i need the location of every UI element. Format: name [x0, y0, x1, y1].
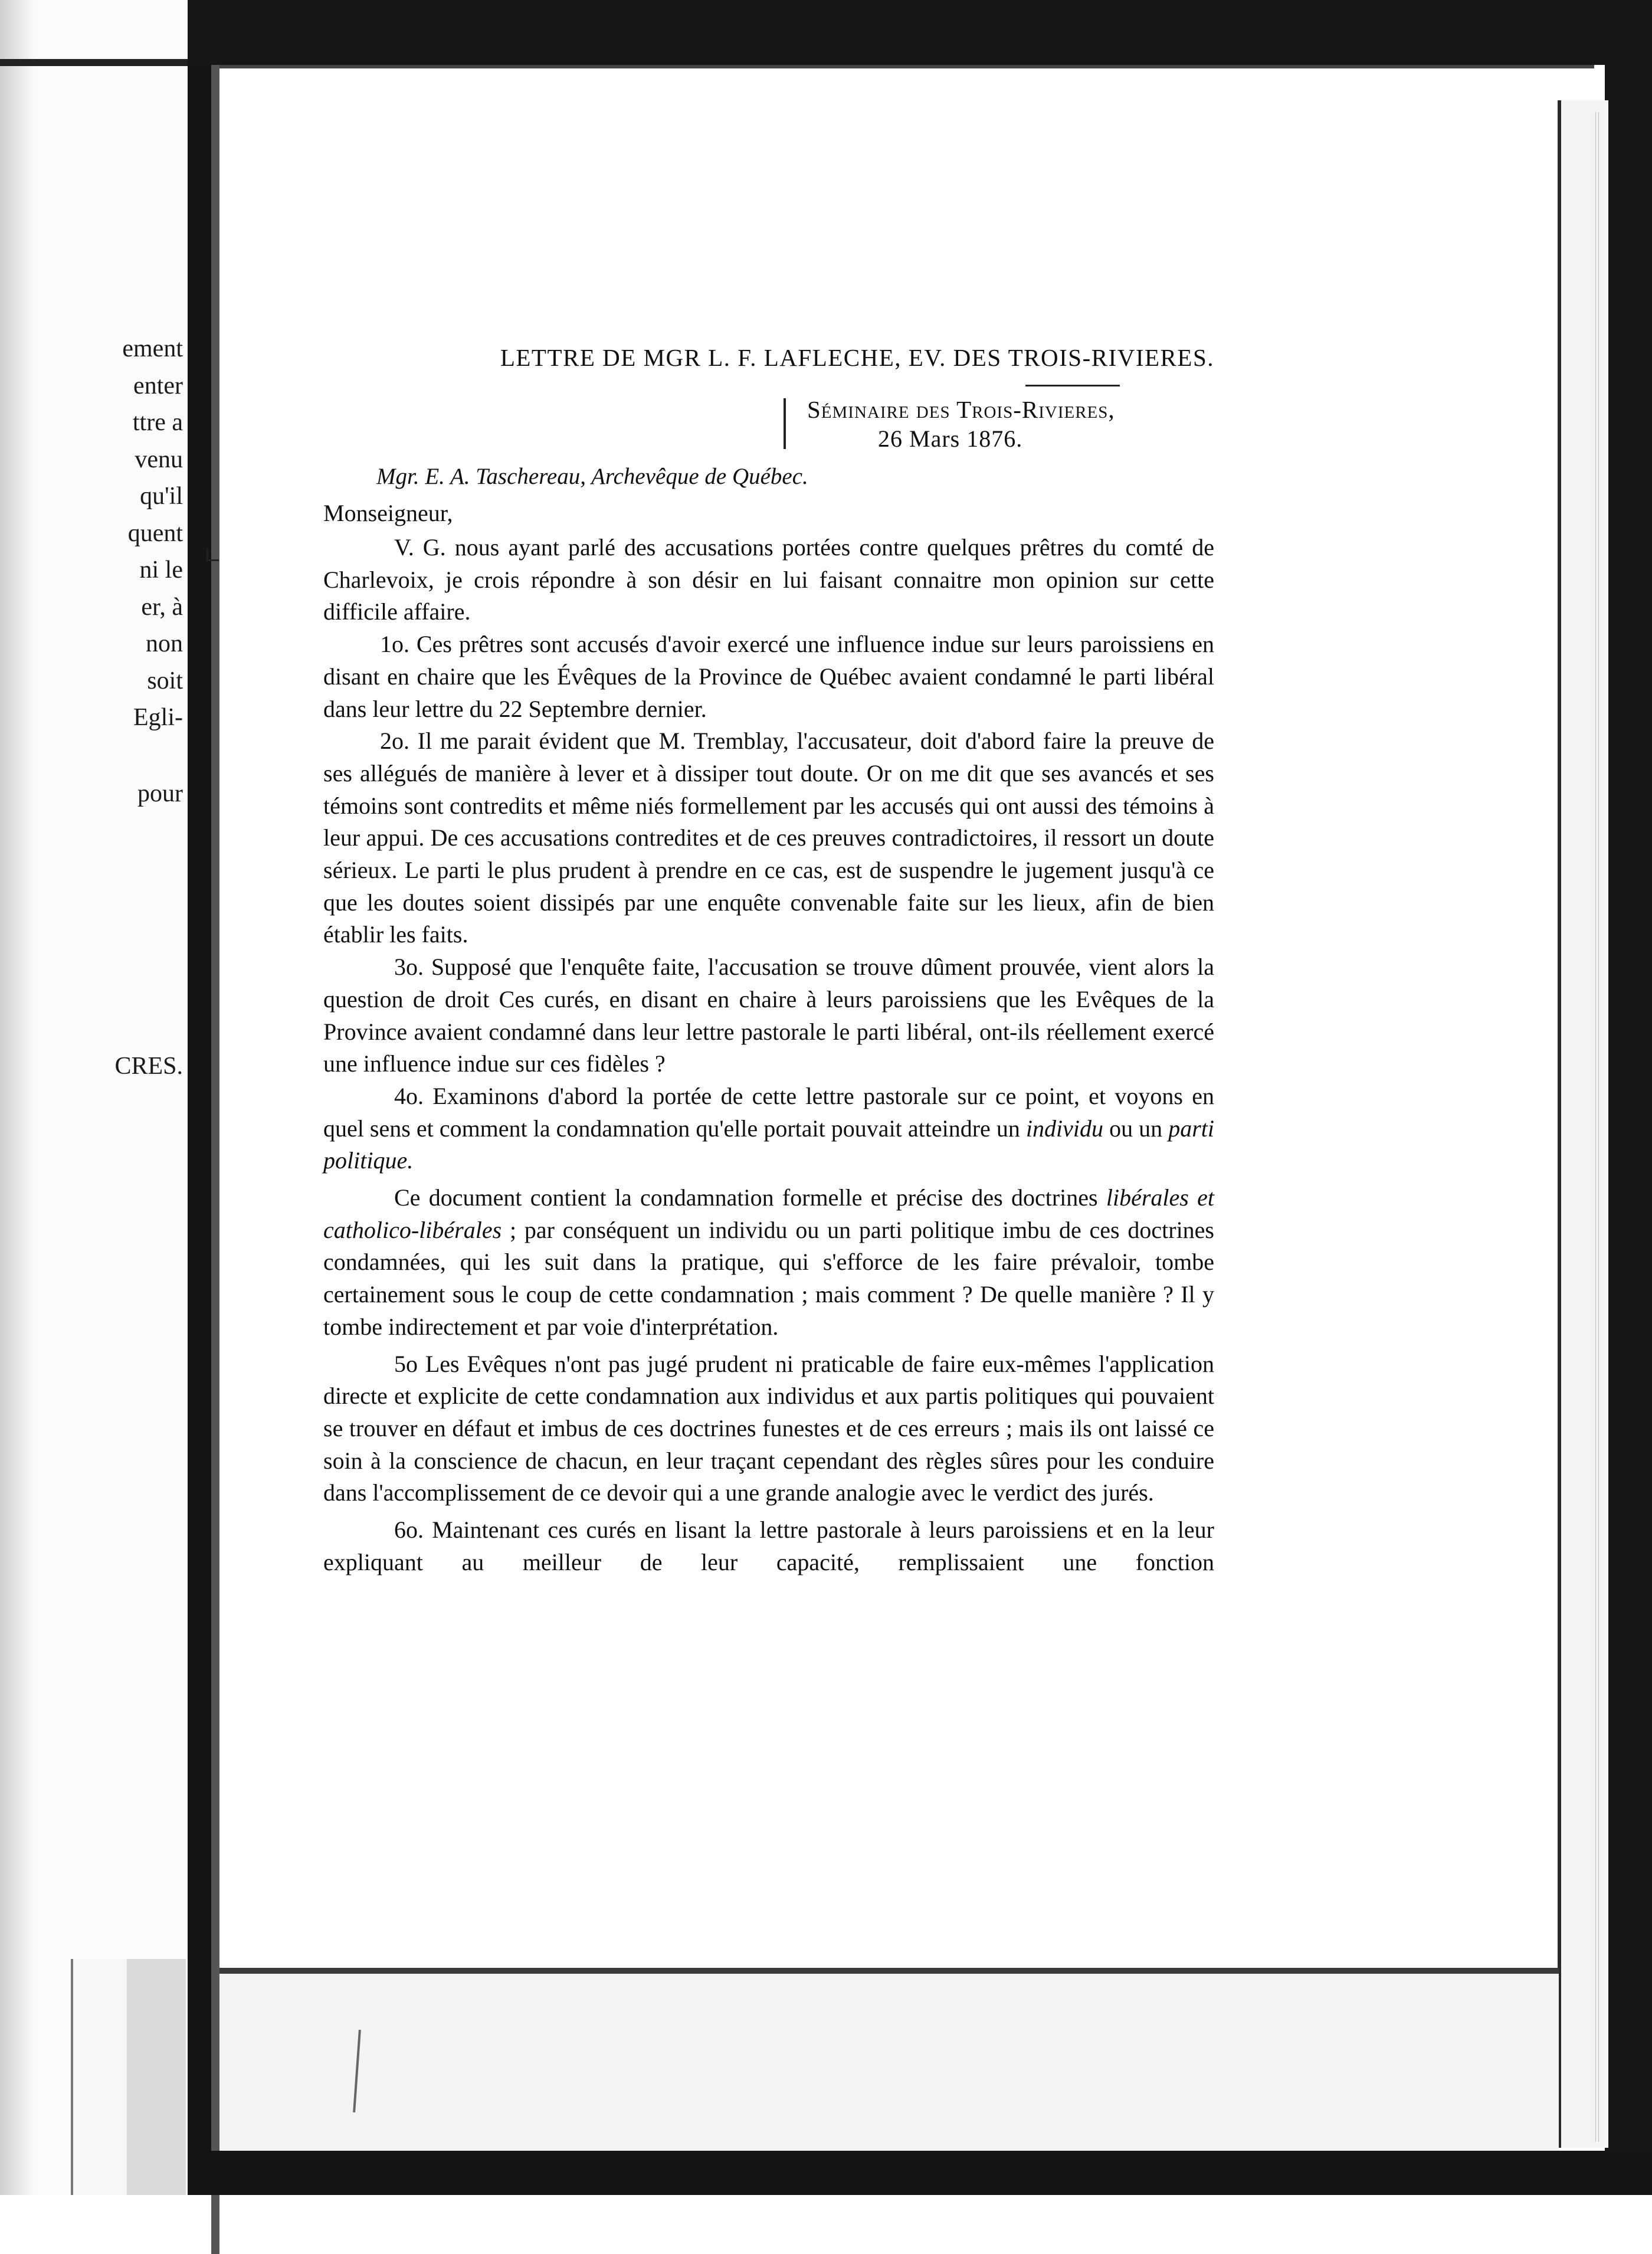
paragraph-document-text: ; par conséquent un individu ou un parti politique imbu de ces doctrines condamnées, qui les suit dans la pratique, qui s'efforce de les faire prévaloir, tombe certainement sous le coup de cette condamnation ; mais comment ? De quelle manière ? Il y tombe indirectement et par voie d'interprétation. [323, 1216, 1214, 1340]
paragraph-3o: 3o. Supposé que l'enquête faite, l'accusation se trouve dûment prouvée, vient alors la question de droit Ces curés, en disant en chaire à leurs paroissiens que les Evêques de la Province avaient condamné dans leur lettre pastorale le parti libéral, ont-ils réellement exercé une influence indue sur ces fidèles ? [323, 954, 1214, 1077]
left-page-text-fragments [59, 330, 183, 1085]
paragraph-document-text: Ce document contient la condamnation formelle et précise des doctrines [394, 1184, 1106, 1211]
left-fragment: pour [137, 779, 183, 807]
left-fragment: venu [135, 445, 183, 473]
paragraph-6o: 6o. Maintenant ces curés en lisant la lettre pastorale à leurs paroissiens et en la leur expliquant au meilleur de leur capacité, remplissaient une fonction [323, 1516, 1214, 1575]
paper-tab-shadow [127, 1959, 186, 2195]
dateline-brace [784, 398, 796, 449]
paragraph-4o-text: ou un [1103, 1115, 1169, 1142]
title-rule [1025, 385, 1120, 386]
italic-term-doctrines: libérales et catholico-libérales [323, 1184, 1214, 1243]
paragraph-1o: 1o. Ces prêtres sont accusés d'avoir exercé une influence indue sur leurs paroissiens en disant en chaire que les Évêques de la Province de Québec avaient condamné le parti libéral dans leur lettre du 22 Septembre dernier. [323, 631, 1214, 722]
scan-top-border [188, 0, 1652, 65]
left-fragment: non [146, 630, 183, 657]
paragraph-4o-text: 4o. Examinons d'abord la portée de cette lettre pastorale sur ce point, et voyons en quel sens et comment la condamnation qu'elle portait pouvait atteindre un [323, 1082, 1214, 1142]
salutation: Monseigneur, [323, 500, 453, 526]
adjacent-left-page [0, 0, 188, 2195]
italic-term-parti-politique: parti politique. [323, 1115, 1215, 1174]
page-stack-lines [1593, 112, 1601, 2142]
left-fragment: enter [133, 372, 183, 399]
binding-edge [211, 59, 219, 2254]
paragraph-document [323, 1182, 1214, 1344]
paper-tab [71, 1959, 132, 2195]
paragraph-4o [323, 1080, 1214, 1177]
page-bottom-margin [219, 1974, 1559, 2151]
left-fragment: CRES. [114, 1053, 183, 1080]
paragraph-intro: V. G. nous ayant parlé des accusations portées contre quelques prêtres du comté de Charlevoix, je crois répondre à son désir en lui faisant connaitre mon opinion sur cette difficile affaire. [323, 534, 1214, 625]
dateline-date: 26 Mars 1876. [878, 425, 1023, 452]
letter-page [323, 330, 1214, 1579]
left-page-top-edge [0, 59, 188, 66]
left-fragment: er, à [141, 593, 183, 621]
scan-bottom-border [188, 2151, 1652, 2195]
left-fragment: qu'il [140, 483, 183, 510]
left-fragment: Egli- [133, 704, 183, 731]
recipient-line: Mgr. E. A. Taschereau, Archevêque de Québec. [376, 464, 808, 489]
paragraph-2o: 2o. Il me parait évident que M. Tremblay, l'accusateur, doit d'abord faire la preuve de ses allégués de manière à lever et à dissiper tout doute. Or on me dit que ses avancés et ses témoins sont contredits et même niés formellement par les accusés qui ont aussi des témoins à leur appui. De ces accusations contredites et de ces preuves contradictoires, il ressort un doute sérieux. Le parti le plus prudent à prendre en ce cas, est de suspendre le jugement jusqu'à ce que les doutes soient dissipés par une enquête convenable faite sur les lieux, afin de bien établir les faits. [323, 728, 1214, 948]
book-binding-gutter [188, 0, 211, 2195]
left-fragment: soit [147, 667, 183, 694]
dateline-place: Séminaire des Trois-Rivieres, [807, 396, 1115, 423]
italic-term-individu: individu [1025, 1115, 1104, 1142]
page-fold-shadow [0, 0, 35, 2195]
left-fragment: ttre a [132, 409, 183, 436]
scan-right-border [1605, 0, 1652, 2195]
left-fragment: ement [122, 335, 183, 362]
paragraph-5o: 5o Les Evêques n'ont pas jugé prudent ni praticable de faire eux-mêmes l'application directe et explicite de cette condamnation aux individus et aux partis politiques qui pouvaient se trouver en défaut et imbus de ces doctrines funestes et de ces erreurs ; mais ils ont laissé ce soin à la conscience de chacun, en leur traçant cependant des règles sûres pour les conduire dans l'accomplissement de ce devoir qui a une grande analogie avec le verdict des jurés. [323, 1350, 1214, 1506]
page-bottom-shadow [219, 1968, 1559, 1974]
page-top-edge [219, 65, 1594, 68]
letter-title: LETTRE DE MGR L. F. LAFLECHE, EV. DES TROIS-RIVIERES. [500, 344, 1214, 371]
left-fragment: ni le [139, 556, 183, 584]
dateline-text [807, 395, 1115, 454]
left-fragment: quent [127, 519, 183, 547]
scan-mark [206, 549, 219, 561]
dateline [784, 395, 1214, 454]
